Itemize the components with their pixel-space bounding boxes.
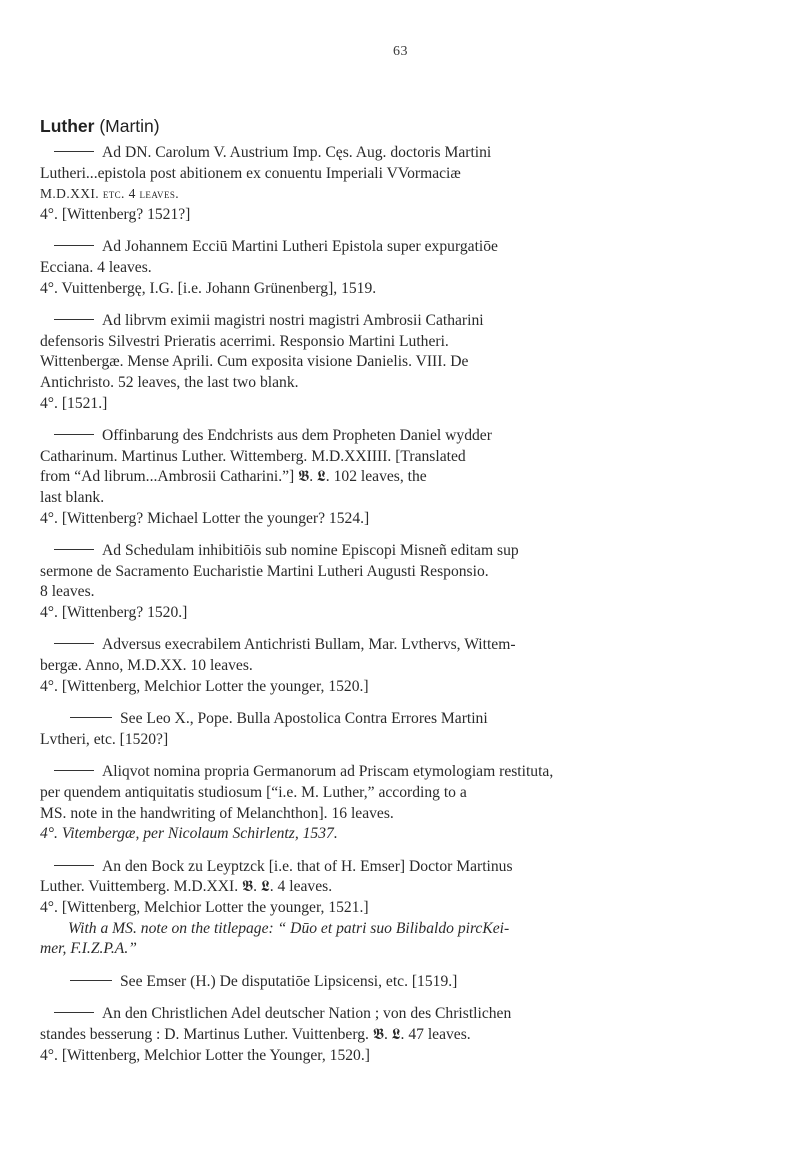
- entry-line: Lutheri...epistola post abitionem ex conuentu Imperiali VVormaciæ: [40, 164, 461, 182]
- entry-line: 8 leaves.: [40, 583, 95, 601]
- ditto-dash: [54, 643, 94, 644]
- entry-line: With a MS. note on the titlepage: “ Dūo et patri suo Bilibaldo pircKei-: [68, 919, 510, 937]
- entry-line: from “Ad librum...Ambrosii Catharini.”] 𝕭. 𝕷. 102 leaves, the: [40, 468, 427, 486]
- entry-line: standes besserung : D. Martinus Luther. Vuittenberg. 𝕭. 𝕷. 47 leaves.: [40, 1025, 471, 1043]
- entry-line: Ad Johannem Ecciū Martini Lutheri Epistola super expurgatiōe: [40, 237, 765, 258]
- entry-line: 4°. [Wittenberg, Melchior Lotter the younger, 1521.]: [40, 899, 369, 916]
- catalogue-entry: [40, 143, 765, 225]
- catalogue-entry: [40, 1004, 765, 1066]
- entry-line: sermone de Sacramento Eucharistie Martini Lutheri Augusti Responsio.: [40, 562, 489, 580]
- entry-line: defensoris Silvestri Prieratis acerrimi. Responsio Martini Lutheri.: [40, 332, 449, 350]
- entry-line: 4°. [Wittenberg? 1521?]: [40, 205, 191, 223]
- entry-line: Aliqvot nomina propria Germanorum ad Priscam etymologiam restituta,: [40, 762, 765, 783]
- catalogue-cross-reference: [40, 972, 765, 993]
- entry-line: Ad Schedulam inhibitiōis sub nomine Episcopi Misneñ editam sup: [40, 541, 765, 562]
- entry-line: last blank.: [40, 488, 105, 506]
- ditto-dash: [54, 434, 94, 435]
- ditto-dash: [70, 980, 112, 981]
- catalogue-entry: [40, 762, 765, 844]
- entry-line: An den Bock zu Leyptzck [i.e. that of H. Emser] Doctor Martinus: [40, 857, 765, 878]
- entry-line: 4°. [1521.]: [40, 394, 108, 412]
- catalogue-entry: [40, 635, 765, 697]
- entry-line: Lvtheri, etc. [1520?]: [40, 730, 169, 748]
- ditto-dash: [54, 770, 94, 771]
- entry-line: mer, F.I.Z.P.A.”: [40, 940, 137, 958]
- catalogue-entry: [40, 857, 765, 960]
- entry-line: Ad librvm eximii magistri nostri magistri Ambrosii Catharini: [40, 311, 765, 332]
- entry-line: Antichristo. 52 leaves, the last two blank.: [40, 373, 299, 391]
- catalogue-entry: [40, 237, 765, 299]
- page-number: 63: [393, 44, 408, 59]
- entry-line: MS. note in the handwriting of Melanchthon]. 16 leaves.: [40, 804, 394, 822]
- entry-line: Ad DN. Carolum V. Austrium Imp. Cęs. Aug. doctoris Martini: [40, 143, 765, 164]
- entry-line: M.D.XXI. etc. 4 leaves.: [40, 186, 180, 202]
- entry-line: Offinbarung des Endchrists aus dem Propheten Daniel wydder: [40, 426, 765, 447]
- entry-line: 4°. Vuittenbergę, I.G. [i.e. Johann Grünenberg], 1519.: [40, 279, 377, 297]
- entry-line: See Emser (H.) De disputatiōe Lipsicensi, etc. [1519.]: [40, 972, 765, 993]
- entry-line: 4°. [Wittenberg, Melchior Lotter the Younger, 1520.]: [40, 1046, 370, 1064]
- catalogue-entry: [40, 541, 765, 623]
- ditto-dash: [54, 319, 94, 320]
- entry-line: Wittenbergæ. Mense Aprili. Cum exposita visione Danielis. VIII. De: [40, 353, 469, 371]
- entry-line: bergæ. Anno, M.D.XX. 10 leaves.: [40, 657, 253, 675]
- entry-line: per quendem antiquitatis studiosum [“i.e. M. Luther,” according to a: [40, 784, 467, 802]
- entry-line: Adversus execrabilem Antichristi Bullam, Mar. Lvthervs, Wittem-: [40, 635, 765, 656]
- entry-line: Catharinum. Martinus Luther. Wittemberg. M.D.XXIIII. [Translated: [40, 447, 466, 465]
- entry-line: 4°. Vitembergæ, per Nicolaum Schirlentz, 1537.: [40, 825, 338, 843]
- entry-line: An den Christlichen Adel deutscher Nation ; von des Christlichen: [40, 1004, 765, 1025]
- entry-line: 4°. [Wittenberg? Michael Lotter the younger? 1524.]: [40, 509, 370, 527]
- catalogue-entries: [40, 140, 765, 1078]
- catalogue-entry: [40, 311, 765, 414]
- entry-line: See Leo X., Pope. Bulla Apostolica Contra Errores Martini: [40, 709, 765, 730]
- ditto-dash: [54, 245, 94, 246]
- entry-line: Luther. Vuittemberg. M.D.XXI. 𝕭. 𝕷. 4 leaves.: [40, 878, 333, 896]
- ditto-dash: [54, 1012, 94, 1013]
- heading-name: Luther: [40, 116, 95, 136]
- heading-qualifier: (Martin): [94, 116, 160, 136]
- ditto-dash: [70, 717, 112, 718]
- entry-line: 4°. [Wittenberg, Melchior Lotter the younger, 1520.]: [40, 677, 369, 695]
- ditto-dash: [54, 151, 94, 152]
- catalogue-cross-reference: [40, 709, 765, 750]
- entry-line: Ecciana. 4 leaves.: [40, 258, 152, 276]
- catalogue-entry: [40, 426, 765, 529]
- ditto-dash: [54, 865, 94, 866]
- entry-line: 4°. [Wittenberg? 1520.]: [40, 603, 188, 621]
- catalogue-heading: [40, 116, 160, 137]
- ditto-dash: [54, 549, 94, 550]
